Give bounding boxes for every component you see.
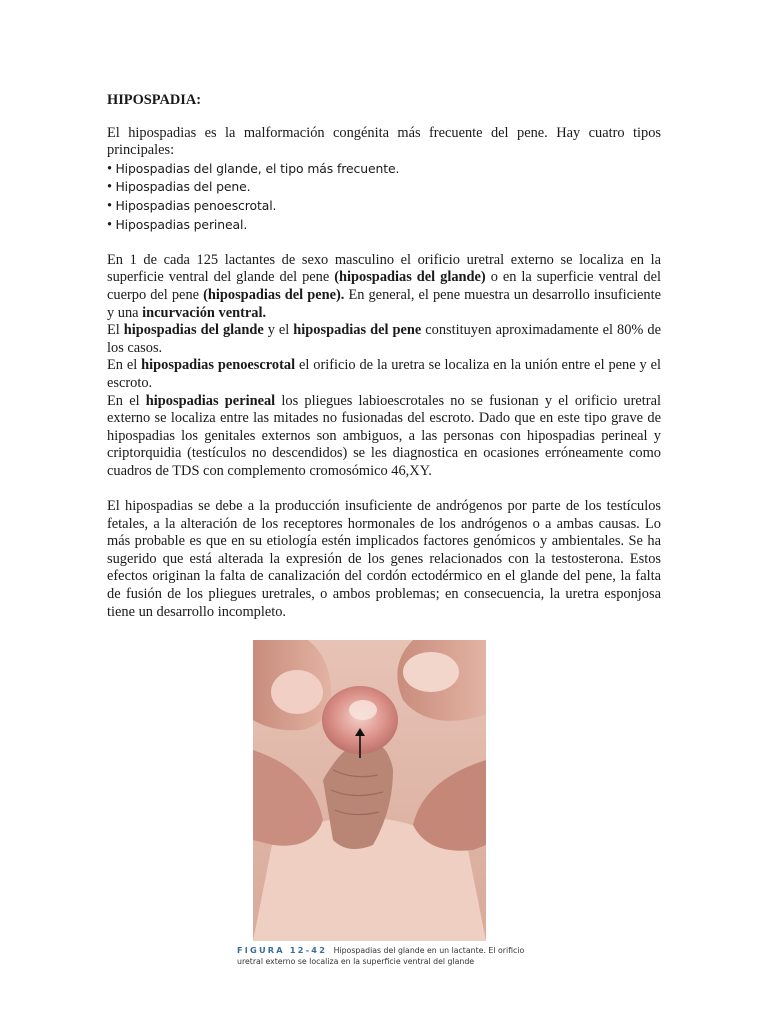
figure-caption-text: Hipospadias del glande en un lactante. El orificio uretral externo se localiza en la superficie ventral del glande bbox=[237, 946, 525, 966]
clinical-photo bbox=[253, 640, 486, 941]
paragraph-incidence: En 1 de cada 125 lactantes de sexo masculino el orificio uretral externo se localiza en la superficie ventral del glande del pene (hipospadias del glande) o en la superficie ventral del cuerpo del pene (hipospadias del pene). En general, el pene muestra un desarrollo insuficiente y una incurvación ventral. bbox=[107, 251, 661, 321]
list-item: • Hipospadias del pene. bbox=[107, 178, 661, 197]
paragraph-perineal: En el hipospadias perineal los pliegues labioescrotales no se fusionan y el orificio uretral externo se localiza entre las mitades no fusionadas del escroto. Dado que en este tipo grave de hipospadias los genitales externos son ambiguos, a las personas con hipospadias perineal y criptorquidia (testículos no descendidos) se les diagnostica en ocasiones erróneamente como cuadros de TDS con complemento cromosómico 46,XY. bbox=[107, 392, 661, 479]
paragraph-etiology: El hipospadias se debe a la producción insuficiente de andrógenos por parte de los testículos fetales, a la alteración de los receptores hormonales de los andrógenos o a ambas causas. Lo más probable es que en su etiología estén implicados factores genómicos y ambientales. Se ha sugerido que está alterada la expresión de los genes relacionados con la testosterona. Estos efectos originan la falta de canalización del cordón ectodérmico en el glande del pene, la falta de fusión de los pliegues uretrales, o ambos problemas; en consecuencia, la uretra esponjosa tiene un desarrollo incompleto. bbox=[107, 498, 661, 620]
paragraph-percentage: El hipospadias del glande y el hipospadias del pene constituyen aproximadamente el 80% de los casos. bbox=[107, 322, 661, 356]
list-item: • Hipospadias del glande, el tipo más frecuente. bbox=[107, 160, 661, 179]
list-item: • Hipospadias perineal. bbox=[107, 216, 661, 235]
document-body bbox=[107, 92, 661, 621]
document-heading: HIPOSPADIA: bbox=[107, 92, 202, 108]
types-list bbox=[107, 160, 661, 234]
list-item: • Hipospadias penoescrotal. bbox=[107, 197, 661, 216]
paragraph-penoescrotal: En el hipospadias penoescrotal el orificio de la uretra se localiza en la unión entre el pene y el escroto. bbox=[107, 357, 661, 391]
intro-paragraph: El hipospadias es la malformación congénita más frecuente del pene. Hay cuatro tipos principales: bbox=[107, 124, 661, 159]
figure-caption bbox=[237, 945, 527, 967]
figure-label: FIGURA 12-42 bbox=[237, 945, 328, 955]
